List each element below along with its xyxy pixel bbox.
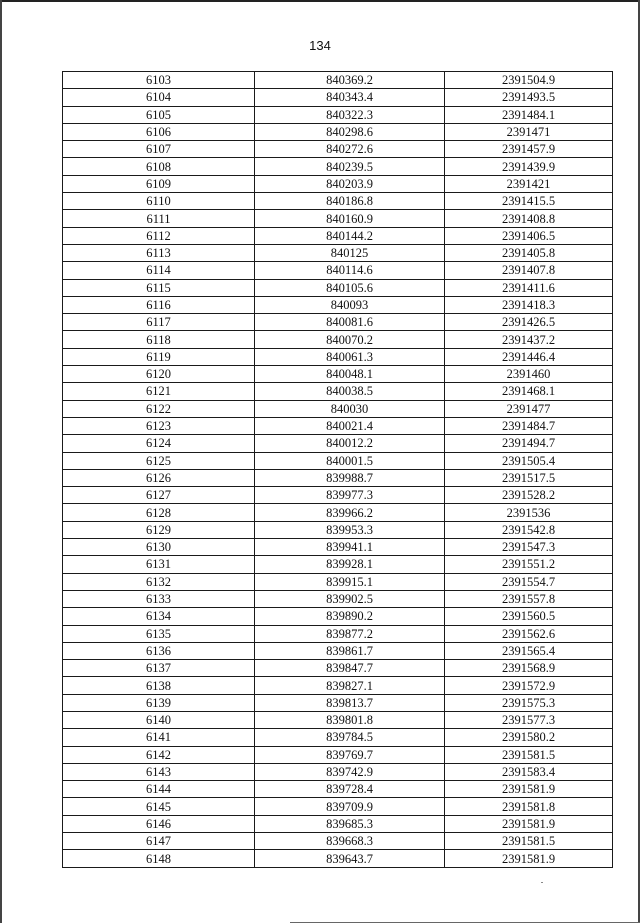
point-number-cell: 6140 [63, 711, 255, 728]
x-coordinate-cell: 840298.6 [255, 123, 445, 140]
x-coordinate-cell: 840114.6 [255, 262, 445, 279]
point-number-cell: 6119 [63, 348, 255, 365]
x-coordinate-cell: 840322.3 [255, 106, 445, 123]
point-number-cell: 6121 [63, 383, 255, 400]
x-coordinate-cell: 839890.2 [255, 608, 445, 625]
y-coordinate-cell: 2391493.5 [445, 89, 613, 106]
table-row [63, 106, 613, 123]
table-row [63, 469, 613, 486]
x-coordinate-cell: 839769.7 [255, 746, 445, 763]
y-coordinate-cell: 2391418.3 [445, 296, 613, 313]
y-coordinate-cell: 2391528.2 [445, 487, 613, 504]
table-row [63, 348, 613, 365]
page-border-top [0, 0, 640, 2]
x-coordinate-cell: 840061.3 [255, 348, 445, 365]
x-coordinate-cell: 840048.1 [255, 366, 445, 383]
x-coordinate-cell: 839953.3 [255, 521, 445, 538]
table-row [63, 850, 613, 867]
x-coordinate-cell: 839827.1 [255, 677, 445, 694]
x-coordinate-cell: 839709.9 [255, 798, 445, 815]
table-row [63, 158, 613, 175]
point-number-cell: 6135 [63, 625, 255, 642]
table-row [63, 296, 613, 313]
point-number-cell: 6125 [63, 452, 255, 469]
table-row [63, 279, 613, 296]
point-number-cell: 6124 [63, 435, 255, 452]
table-row [63, 504, 613, 521]
y-coordinate-cell: 2391580.2 [445, 729, 613, 746]
x-coordinate-cell: 840070.2 [255, 331, 445, 348]
y-coordinate-cell: 2391554.7 [445, 573, 613, 590]
table-row [63, 210, 613, 227]
table-row [63, 417, 613, 434]
point-number-cell: 6107 [63, 141, 255, 158]
table-row [63, 711, 613, 728]
x-coordinate-cell: 839668.3 [255, 833, 445, 850]
point-number-cell: 6108 [63, 158, 255, 175]
table-row [63, 262, 613, 279]
point-number-cell: 6122 [63, 400, 255, 417]
y-coordinate-cell: 2391547.3 [445, 539, 613, 556]
x-coordinate-cell: 840125 [255, 244, 445, 261]
table-row [63, 539, 613, 556]
table-row [63, 746, 613, 763]
point-number-cell: 6139 [63, 694, 255, 711]
y-coordinate-cell: 2391572.9 [445, 677, 613, 694]
table-row [63, 763, 613, 780]
point-number-cell: 6103 [63, 72, 255, 89]
y-coordinate-cell: 2391542.8 [445, 521, 613, 538]
point-number-cell: 6112 [63, 227, 255, 244]
y-coordinate-cell: 2391583.4 [445, 763, 613, 780]
x-coordinate-cell: 840021.4 [255, 417, 445, 434]
x-coordinate-cell: 839988.7 [255, 469, 445, 486]
table-row [63, 452, 613, 469]
scan-speck [541, 882, 543, 883]
point-number-cell: 6110 [63, 193, 255, 210]
point-number-cell: 6109 [63, 175, 255, 192]
x-coordinate-cell: 839643.7 [255, 850, 445, 867]
point-number-cell: 6145 [63, 798, 255, 815]
point-number-cell: 6138 [63, 677, 255, 694]
table-row [63, 244, 613, 261]
table-row [63, 660, 613, 677]
point-number-cell: 6137 [63, 660, 255, 677]
point-number-cell: 6123 [63, 417, 255, 434]
y-coordinate-cell: 2391581.8 [445, 798, 613, 815]
y-coordinate-cell: 2391504.9 [445, 72, 613, 89]
y-coordinate-cell: 2391581.9 [445, 815, 613, 832]
table-row [63, 383, 613, 400]
point-number-cell: 6128 [63, 504, 255, 521]
x-coordinate-cell: 840144.2 [255, 227, 445, 244]
x-coordinate-cell: 840203.9 [255, 175, 445, 192]
x-coordinate-cell: 839847.7 [255, 660, 445, 677]
x-coordinate-cell: 840343.4 [255, 89, 445, 106]
table-row [63, 833, 613, 850]
table-row [63, 677, 613, 694]
x-coordinate-cell: 840093 [255, 296, 445, 313]
x-coordinate-cell: 839728.4 [255, 781, 445, 798]
x-coordinate-cell: 839685.3 [255, 815, 445, 832]
y-coordinate-cell: 2391484.7 [445, 417, 613, 434]
table-row [63, 123, 613, 140]
y-coordinate-cell: 2391581.5 [445, 746, 613, 763]
y-coordinate-cell: 2391551.2 [445, 556, 613, 573]
point-number-cell: 6117 [63, 314, 255, 331]
x-coordinate-cell: 840272.6 [255, 141, 445, 158]
y-coordinate-cell: 2391468.1 [445, 383, 613, 400]
y-coordinate-cell: 2391405.8 [445, 244, 613, 261]
point-number-cell: 6141 [63, 729, 255, 746]
table-row [63, 798, 613, 815]
table-row [63, 573, 613, 590]
table-row [63, 781, 613, 798]
table-row [63, 694, 613, 711]
table-row [63, 175, 613, 192]
y-coordinate-cell: 2391568.9 [445, 660, 613, 677]
table-row [63, 141, 613, 158]
y-coordinate-cell: 2391517.5 [445, 469, 613, 486]
x-coordinate-cell: 839877.2 [255, 625, 445, 642]
y-coordinate-cell: 2391575.3 [445, 694, 613, 711]
point-number-cell: 6126 [63, 469, 255, 486]
x-coordinate-cell: 839801.8 [255, 711, 445, 728]
y-coordinate-cell: 2391411.6 [445, 279, 613, 296]
table-row [63, 400, 613, 417]
y-coordinate-cell: 2391426.5 [445, 314, 613, 331]
point-number-cell: 6111 [63, 210, 255, 227]
y-coordinate-cell: 2391577.3 [445, 711, 613, 728]
page-number: 134 [309, 38, 331, 53]
point-number-cell: 6113 [63, 244, 255, 261]
table-row [63, 331, 613, 348]
x-coordinate-cell: 839915.1 [255, 573, 445, 590]
table-row [63, 72, 613, 89]
x-coordinate-cell: 840105.6 [255, 279, 445, 296]
point-number-cell: 6148 [63, 850, 255, 867]
x-coordinate-cell: 840369.2 [255, 72, 445, 89]
point-number-cell: 6104 [63, 89, 255, 106]
x-coordinate-cell: 840239.5 [255, 158, 445, 175]
table-row [63, 556, 613, 573]
y-coordinate-cell: 2391505.4 [445, 452, 613, 469]
y-coordinate-cell: 2391581.5 [445, 833, 613, 850]
x-coordinate-cell: 840081.6 [255, 314, 445, 331]
point-number-cell: 6136 [63, 642, 255, 659]
table-row [63, 815, 613, 832]
point-number-cell: 6130 [63, 539, 255, 556]
y-coordinate-cell: 2391460 [445, 366, 613, 383]
point-number-cell: 6129 [63, 521, 255, 538]
point-number-cell: 6132 [63, 573, 255, 590]
point-number-cell: 6116 [63, 296, 255, 313]
table-row [63, 521, 613, 538]
table-row [63, 227, 613, 244]
y-coordinate-cell: 2391415.5 [445, 193, 613, 210]
y-coordinate-cell: 2391457.9 [445, 141, 613, 158]
x-coordinate-cell: 840038.5 [255, 383, 445, 400]
y-coordinate-cell: 2391437.2 [445, 331, 613, 348]
y-coordinate-cell: 2391446.4 [445, 348, 613, 365]
y-coordinate-cell: 2391439.9 [445, 158, 613, 175]
point-number-cell: 6146 [63, 815, 255, 832]
x-coordinate-cell: 839902.5 [255, 590, 445, 607]
table-row [63, 314, 613, 331]
coordinates-table [62, 71, 613, 868]
table-row [63, 487, 613, 504]
x-coordinate-cell: 839861.7 [255, 642, 445, 659]
point-number-cell: 6106 [63, 123, 255, 140]
point-number-cell: 6127 [63, 487, 255, 504]
y-coordinate-cell: 2391471 [445, 123, 613, 140]
table-row [63, 608, 613, 625]
x-coordinate-cell: 839966.2 [255, 504, 445, 521]
y-coordinate-cell: 2391565.4 [445, 642, 613, 659]
y-coordinate-cell: 2391562.6 [445, 625, 613, 642]
table-row [63, 193, 613, 210]
y-coordinate-cell: 2391421 [445, 175, 613, 192]
point-number-cell: 6142 [63, 746, 255, 763]
x-coordinate-cell: 839928.1 [255, 556, 445, 573]
point-number-cell: 6105 [63, 106, 255, 123]
point-number-cell: 6115 [63, 279, 255, 296]
y-coordinate-cell: 2391477 [445, 400, 613, 417]
table-row [63, 729, 613, 746]
y-coordinate-cell: 2391581.9 [445, 781, 613, 798]
table-row [63, 642, 613, 659]
point-number-cell: 6144 [63, 781, 255, 798]
y-coordinate-cell: 2391407.8 [445, 262, 613, 279]
coordinates-table-body [63, 72, 613, 868]
page-border-left [0, 0, 2, 923]
table-row [63, 366, 613, 383]
table-row [63, 89, 613, 106]
point-number-cell: 6131 [63, 556, 255, 573]
y-coordinate-cell: 2391406.5 [445, 227, 613, 244]
y-coordinate-cell: 2391560.5 [445, 608, 613, 625]
x-coordinate-cell: 840001.5 [255, 452, 445, 469]
x-coordinate-cell: 839941.1 [255, 539, 445, 556]
x-coordinate-cell: 839784.5 [255, 729, 445, 746]
point-number-cell: 6118 [63, 331, 255, 348]
point-number-cell: 6133 [63, 590, 255, 607]
point-number-cell: 6134 [63, 608, 255, 625]
table-row [63, 625, 613, 642]
table-row [63, 435, 613, 452]
point-number-cell: 6147 [63, 833, 255, 850]
x-coordinate-cell: 839977.3 [255, 487, 445, 504]
x-coordinate-cell: 839742.9 [255, 763, 445, 780]
x-coordinate-cell: 840186.8 [255, 193, 445, 210]
point-number-cell: 6114 [63, 262, 255, 279]
table-row [63, 590, 613, 607]
y-coordinate-cell: 2391536 [445, 504, 613, 521]
x-coordinate-cell: 840030 [255, 400, 445, 417]
x-coordinate-cell: 840160.9 [255, 210, 445, 227]
point-number-cell: 6120 [63, 366, 255, 383]
y-coordinate-cell: 2391557.8 [445, 590, 613, 607]
y-coordinate-cell: 2391408.8 [445, 210, 613, 227]
point-number-cell: 6143 [63, 763, 255, 780]
y-coordinate-cell: 2391494.7 [445, 435, 613, 452]
x-coordinate-cell: 839813.7 [255, 694, 445, 711]
y-coordinate-cell: 2391581.9 [445, 850, 613, 867]
x-coordinate-cell: 840012.2 [255, 435, 445, 452]
y-coordinate-cell: 2391484.1 [445, 106, 613, 123]
